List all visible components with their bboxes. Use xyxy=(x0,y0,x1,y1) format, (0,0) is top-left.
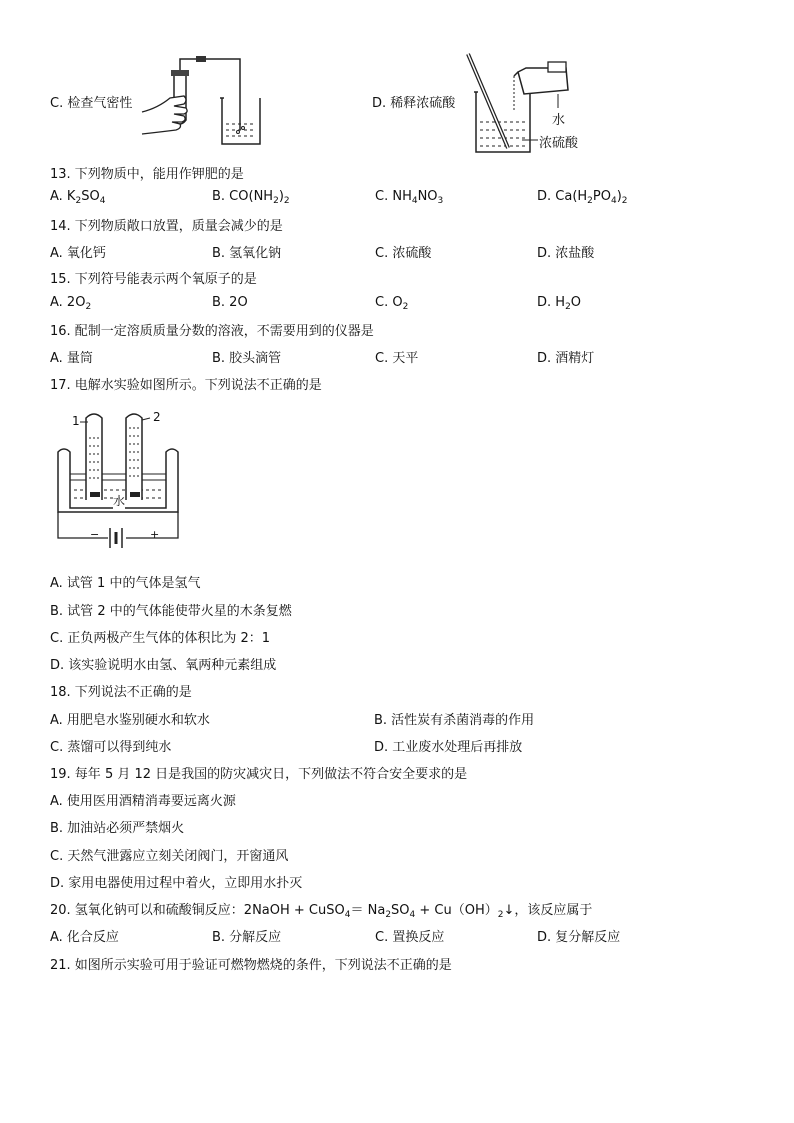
q14-option-c: C. 浓硫酸 xyxy=(375,246,432,261)
q16-option-b: B. 胶头滴管 xyxy=(212,351,282,366)
option-c-label: C. 检查气密性 xyxy=(50,96,133,111)
question-18-stem: 18. 下列说法不正确的是 xyxy=(50,685,192,700)
q15-option-d: D. $H_2O$ xyxy=(537,295,582,312)
q17-option-b: B. 试管 2 中的气体能使带火星的木条复燃 xyxy=(50,604,292,619)
q19-option-d: D. 家用电器使用过程中着火，立即用水扑灭 xyxy=(50,876,303,891)
q20-option-a: A. 化合反应 xyxy=(50,930,119,945)
airtightness-check-figure xyxy=(140,52,270,152)
conc-acid-label: 浓硫酸 xyxy=(539,136,579,151)
electrolysis-figure xyxy=(54,408,184,558)
q15-option-b: B. 2O xyxy=(212,295,248,310)
question-17-stem: 17. 电解水实验如图所示。下列说法不正确的是 xyxy=(50,378,322,393)
q20-option-c: C. 置换反应 xyxy=(375,930,445,945)
q14-option-b: B. 氢氧化钠 xyxy=(212,246,282,261)
q14-option-d: D. 浓盐酸 xyxy=(537,246,595,261)
q16-option-d: D. 酒精灯 xyxy=(537,351,595,366)
question-19-stem: 19. 每年 5 月 12 日是我国的防灾减灾日，下列做法不符合安全要求的是 xyxy=(50,767,468,782)
q13-option-d: D. $Ca(H_2PO_4)_2$ xyxy=(537,189,628,206)
question-13-stem: 13. 下列物质中，能用作钾肥的是 xyxy=(50,167,244,182)
q18-option-a: A. 用肥皂水鉴别硬水和软水 xyxy=(50,713,210,728)
tube-2-label: 2 xyxy=(153,410,161,424)
minus-sign: − xyxy=(90,528,100,541)
question-20-stem: 20. 氢氧化钠可以和硫酸铜反应：2NaOH + CuSO$_4$＝ $Na_2SO_4$ + $Cu(OH)_2↓$，该反应属于 xyxy=(50,903,593,920)
question-21-stem: 21. 如图所示实验可用于验证可燃物燃烧的条件，下列说法不正确的是 xyxy=(50,958,452,973)
water-label: 水 xyxy=(552,113,566,128)
q19-option-b: B. 加油站必须严禁烟火 xyxy=(50,821,185,836)
question-14-stem: 14. 下列物质敞口放置，质量会减少的是 xyxy=(50,219,283,234)
q17-option-d: D. 该实验说明水由氢、氧两种元素组成 xyxy=(50,658,277,673)
q18-option-d: D. 工业废水处理后再排放 xyxy=(374,740,523,755)
q13-option-b: B. $CO(NH_2)_2$ xyxy=(212,189,290,206)
q13-option-c: C. $NH_4NO_3$ xyxy=(375,189,444,206)
water-label-electrolysis: 水 xyxy=(113,494,126,508)
q19-option-c: C. 天然气泄露应立刻关闭阀门，开窗通风 xyxy=(50,849,289,864)
q18-option-b: B. 活性炭有杀菌消毒的作用 xyxy=(374,713,535,728)
question-16-stem: 16. 配制一定溶质质量分数的溶液，不需要用到的仪器是 xyxy=(50,324,374,339)
q20-option-d: D. 复分解反应 xyxy=(537,930,621,945)
tube-1-label: 1 xyxy=(72,414,80,428)
question-15-stem: 15. 下列符号能表示两个氧原子的是 xyxy=(50,272,257,287)
q15-option-a: A. $2O_2$ xyxy=(50,295,92,312)
q16-option-c: C. 天平 xyxy=(375,351,419,366)
q13-option-a: A. $K_2SO_4$ xyxy=(50,189,106,206)
q20-option-b: B. 分解反应 xyxy=(212,930,282,945)
q16-option-a: A. 量筒 xyxy=(50,351,93,366)
q19-option-a: A. 使用医用酒精消毒要远离火源 xyxy=(50,794,236,809)
q18-option-c: C. 蒸馏可以得到纯水 xyxy=(50,740,172,755)
option-d-label: D. 稀释浓硫酸 xyxy=(372,96,456,111)
q15-option-c: C. $O_2$ xyxy=(375,295,409,312)
q17-option-c: C. 正负两极产生气体的体积比为 2：1 xyxy=(50,631,271,646)
q14-option-a: A. 氧化钙 xyxy=(50,246,106,261)
plus-sign: + xyxy=(150,528,160,541)
dilute-sulfuric-acid-figure xyxy=(462,50,602,160)
q17-option-a: A. 试管 1 中的气体是氢气 xyxy=(50,576,201,591)
